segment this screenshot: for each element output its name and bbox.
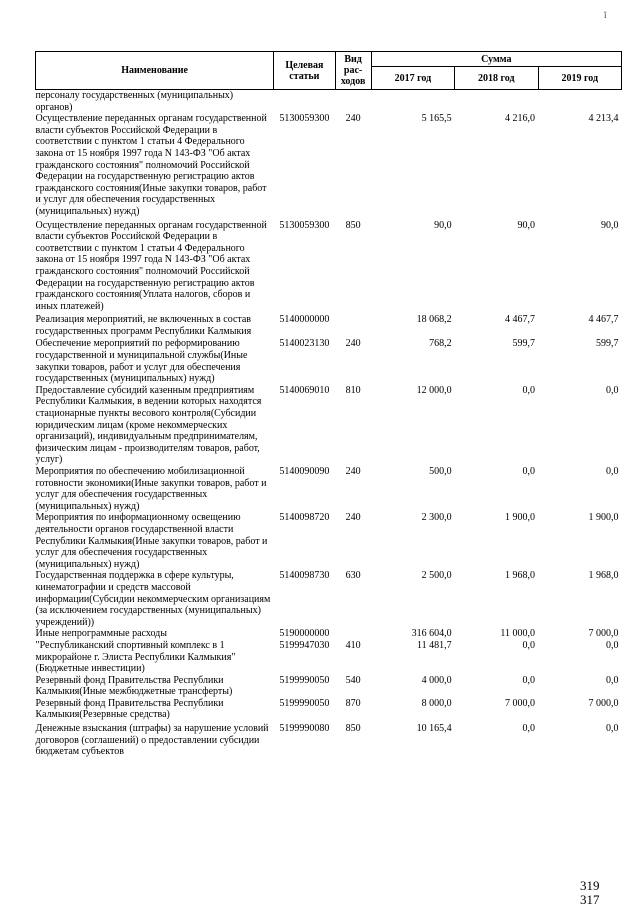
table-row — [36, 698, 622, 723]
row-2019: 0,0 — [606, 639, 619, 651]
table-row — [36, 723, 622, 758]
row-vid — [335, 628, 371, 640]
row-vid: 240 — [345, 512, 361, 524]
row-name: Осуществление переданных органам государственной власти субъектов Российской Федерации в соответствии с пунктом 1 статьи 4 Федерального закона от 15 ноября 1997 года N 143-ФЗ "Об актах гражданского состояния" полномочий Российской Федерации на государственную регистрацию актов гражданского состояния(Иные закупки товаров, работ и услуг для обеспечения государственных (муниципальных) нужд) — [35, 113, 267, 217]
row-2017: 5 165,5 — [421, 113, 452, 125]
row-2017: 316 604,0 — [411, 628, 452, 640]
row-2018: 4 216,0 — [505, 113, 536, 125]
row-name: Мероприятия по обеспечению мобилизационной готовности экономики(Иные закупки товаров, работ и услуг для обеспечения государственных (муниципальных) нужд) — [35, 466, 267, 512]
header-2019: 2019 год — [538, 67, 621, 90]
row-2019: 1 968,0 — [588, 570, 619, 582]
table-row — [36, 113, 622, 219]
row-vid: 240 — [345, 338, 361, 350]
row-code: 5140000000 — [279, 314, 330, 326]
row-2017: 12 000,0 — [416, 384, 452, 396]
row-2019: 7 000,0 — [588, 628, 619, 640]
row-2018: 4 467,7 — [505, 314, 536, 326]
row-2017: 768,2 — [429, 338, 452, 350]
row-2018: 0,0 — [522, 674, 536, 686]
row-vid: 240 — [345, 113, 361, 125]
row-name: Денежные взыскания (штрафы) за нарушение условий договоров (соглашений) о предоставлении субсидии бюджетам субъектов — [35, 723, 269, 758]
row-2019: 0,0 — [606, 723, 619, 735]
row-code: 5140098720 — [279, 512, 330, 524]
row-2018: 599,7 — [512, 338, 536, 350]
row-name: Осуществление переданных органам государственной власти субъектов Российской Федерации в соответствии с пунктом 1 статьи 4 Федерального закона от 15 ноября 1997 года N 143-ФЗ "Об актах гражданского состояния" полномочий Российской Федерации на государственную регистрацию актов гражданского состояния(Уплата налогов, сборов и иных платежей) — [35, 219, 267, 312]
header-vid: Вид рас-ходов — [335, 52, 371, 90]
row-code: 5199990050 — [279, 674, 330, 686]
row-code: 5140069010 — [279, 384, 330, 396]
row-name: "Республиканский спортивный комплекс в 1 микрорайоне г. Элиста Республики Калмыкия"(Бюджетные инвестиции) — [35, 639, 236, 675]
row-code: 5140023130 — [279, 338, 330, 350]
row-2019: 1 900,0 — [588, 512, 619, 524]
corner-mark: ĭ — [604, 10, 607, 20]
row-code: 5130059300 — [279, 113, 330, 125]
row-2019: 0,0 — [606, 384, 619, 396]
row-name: персоналу государственных (муниципальных) органов) — [35, 90, 234, 113]
row-vid: 410 — [345, 639, 361, 651]
row-name: Резервный фонд Правительства Республики Калмыкия(Резервные средства) — [35, 697, 224, 721]
row-2019: 4 213,4 — [588, 113, 619, 125]
header-row — [36, 52, 622, 67]
table-row — [36, 466, 622, 512]
row-code: 5199990050 — [279, 697, 330, 709]
row-2019: 0,0 — [606, 674, 619, 686]
row-vid: 240 — [345, 466, 361, 477]
row-vid: 540 — [345, 674, 361, 686]
row-2017: 2 300,0 — [421, 512, 452, 524]
header-2018: 2018 год — [455, 67, 538, 90]
row-name: Иные непрограммные расходы — [35, 628, 167, 640]
table-row — [36, 385, 622, 466]
row-2017: 90,0 — [434, 219, 452, 231]
row-vid: 850 — [345, 723, 361, 735]
row-2019: 0,0 — [606, 466, 619, 477]
row-vid — [335, 314, 371, 338]
row-name: Реализация мероприятий, не включенных в состав государственных программ Республики Калмыкия — [35, 314, 252, 337]
header-name: Наименование — [36, 52, 274, 90]
row-2017: 2 500,0 — [421, 570, 452, 582]
budget-table — [35, 51, 622, 758]
page-number-secondary: 317 — [580, 892, 600, 907]
row-2018: 7 000,0 — [505, 697, 536, 709]
row-2019: 7 000,0 — [588, 697, 619, 709]
row-2017: 10 165,4 — [416, 723, 452, 735]
table-row — [36, 628, 622, 640]
row-2017: 18 068,2 — [416, 314, 452, 326]
row-name: Обеспечение мероприятий по реформированию государственной и муниципальной службы(Иные закупки товаров, работ и услуг для обеспечения государственных (муниципальных) нужд) — [35, 338, 248, 385]
row-2019: 90,0 — [601, 219, 619, 231]
row-2018: 90,0 — [517, 219, 536, 231]
row-2017: 500,0 — [429, 466, 452, 477]
row-2018: 1 900,0 — [505, 512, 536, 524]
row-vid: 810 — [345, 384, 361, 396]
page-number: 319 — [580, 878, 600, 893]
row-name: Резервный фонд Правительства Республики Калмыкия(Иные межбюджетные трансферты) — [35, 674, 233, 698]
row-2018: 0,0 — [522, 639, 536, 651]
row-code: 5199947030 — [279, 639, 330, 651]
row-2017: 4 000,0 — [421, 674, 452, 686]
row-2019: 599,7 — [596, 338, 619, 350]
row-name: Государственная поддержка в сфере культуры, кинематографии и средств массовой информации(Субсидии некоммерческим организациям (за исключением государственных (муниципальных) учреждений)) — [35, 570, 271, 628]
row-2018: 0,0 — [522, 466, 536, 477]
row-2017 — [371, 90, 454, 114]
row-code: 5190000000 — [279, 628, 330, 640]
row-2018: 0,0 — [522, 384, 536, 396]
row-code: 5130059300 — [279, 219, 330, 231]
table-row — [36, 640, 622, 675]
header-sum: Сумма — [371, 52, 621, 67]
row-vid: 850 — [345, 219, 361, 231]
row-2019 — [538, 90, 621, 114]
row-2017: 11 481,7 — [416, 639, 452, 651]
row-vid: 870 — [345, 697, 361, 709]
row-2017: 8 000,0 — [421, 697, 452, 709]
header-code: Целевая статьи — [274, 52, 335, 90]
table-row — [36, 314, 622, 338]
row-code: 5199990080 — [279, 723, 330, 735]
table-row — [36, 338, 622, 384]
table-row — [36, 512, 622, 570]
row-code — [274, 90, 335, 114]
table-row — [36, 675, 622, 698]
row-name: Мероприятия по информационному освещению деятельности органов государственной власти Республики Калмыкия(Иные закупки товаров, работ и услуг для обеспечения государственных (муниципальных) нужд) — [35, 512, 268, 570]
row-2018: 0,0 — [522, 723, 536, 735]
row-vid — [335, 90, 371, 114]
table-row — [36, 570, 622, 628]
row-code: 5140098730 — [279, 570, 330, 582]
row-2018 — [455, 90, 538, 114]
row-code: 5140090090 — [279, 466, 330, 477]
row-vid: 630 — [345, 570, 361, 582]
table-row — [36, 220, 622, 315]
header-2017: 2017 год — [371, 67, 454, 90]
table-row — [36, 90, 622, 114]
row-2018: 11 000,0 — [500, 628, 536, 640]
row-2018: 1 968,0 — [505, 570, 536, 582]
row-name: Предоставление субсидий казенным предприятиям Республики Калмыкия, в ведении которых находятся стационарные пункты весового контроля(Субсидии юридическим лицам (кроме некоммерческих организаций), индивидуальным предпринимателям, физическим лицам - производителям товаров, работ, услуг) — [35, 384, 262, 466]
row-2019: 4 467,7 — [588, 314, 619, 326]
